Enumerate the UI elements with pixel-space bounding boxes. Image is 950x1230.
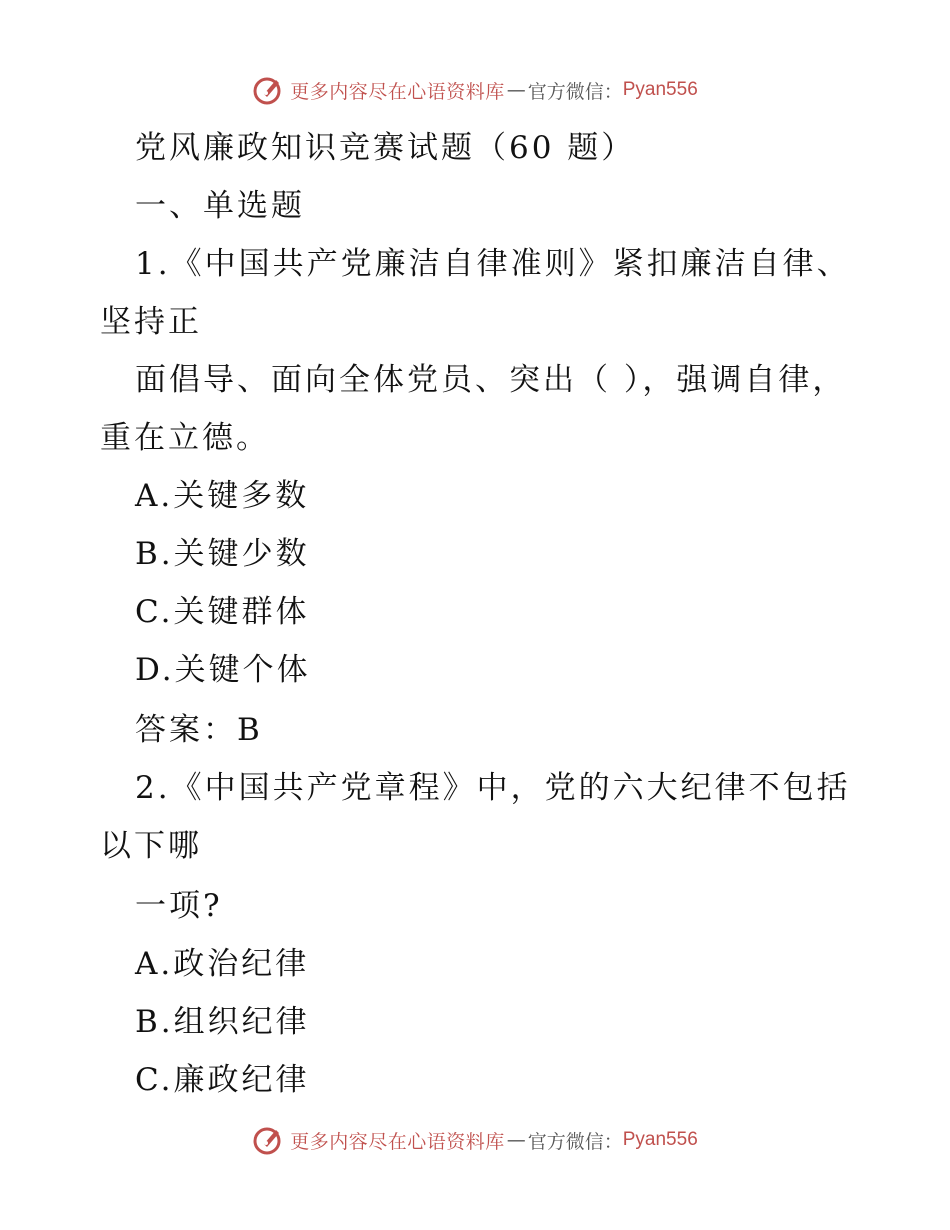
question-1-line-1: 1.《中国共产党廉洁自律准则》紧扣廉洁自律、 — [135, 246, 851, 282]
question-1-option-b: B.关键少数 — [135, 536, 310, 572]
watermark-text: 更多内容尽在心语资料库 — [290, 80, 505, 103]
pen-nib-circle-icon — [252, 1124, 284, 1156]
watermark-wechat-id: Pyan556 — [622, 79, 698, 100]
question-2-option-a: A.政治纪律 — [135, 946, 310, 982]
section-heading: 一、单选题 — [135, 188, 305, 224]
question-2-option-b: B.组织纪律 — [135, 1004, 310, 1040]
pen-nib-circle-icon — [252, 74, 284, 106]
header-watermark — [0, 70, 950, 110]
footer-watermark — [0, 1120, 950, 1160]
question-1-line-4: 重在立德。 — [100, 420, 270, 456]
question-2-line-3: 一项? — [135, 888, 223, 924]
question-1-line-2: 坚持正 — [100, 304, 202, 340]
question-1-option-c: C.关键群体 — [135, 594, 310, 630]
document-title: 党风廉政知识竞赛试题（60 题） — [135, 130, 636, 166]
question-1-option-d: D.关键个体 — [135, 652, 311, 688]
watermark-separator: — — [506, 1129, 526, 1151]
question-2-line-1: 2.《中国共产党章程》中，党的六大纪律不包括 — [135, 770, 851, 806]
watermark-separator: — — [506, 79, 526, 101]
question-1-answer: 答案：B — [135, 712, 263, 748]
watermark-wechat-label: 官方微信： — [527, 80, 623, 103]
question-2-line-2: 以下哪 — [100, 828, 202, 864]
question-1-line-3: 面倡导、面向全体党员、突出（ ），强调自律， — [135, 362, 847, 398]
question-1-option-a: A.关键多数 — [135, 478, 310, 514]
question-2-option-c: C.廉政纪律 — [135, 1062, 310, 1098]
watermark-wechat-id: Pyan556 — [622, 1129, 698, 1150]
watermark-wechat-label: 官方微信： — [527, 1130, 623, 1153]
watermark-text: 更多内容尽在心语资料库 — [290, 1130, 505, 1153]
